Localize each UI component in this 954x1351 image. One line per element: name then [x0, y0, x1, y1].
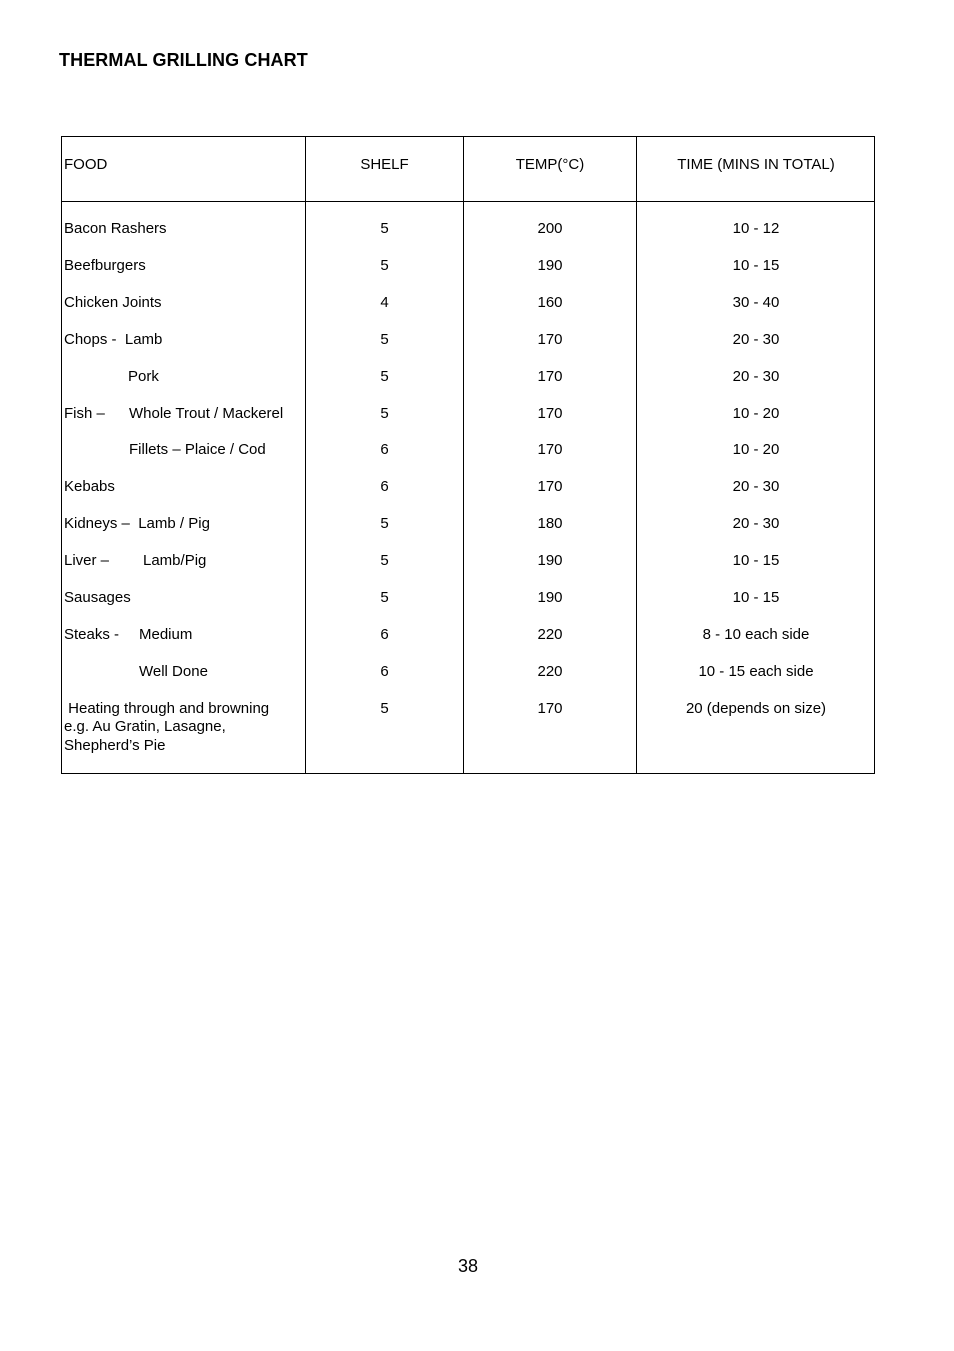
shelf-cell: 5	[380, 405, 389, 422]
table-row	[62, 257, 874, 294]
time-cell: 10 - 15 each side	[698, 663, 814, 680]
temp-cell: 170	[537, 405, 563, 422]
temp-cell: 170	[537, 700, 563, 717]
food-cell: Kebabs	[64, 478, 115, 495]
grilling-table	[61, 136, 875, 774]
food-prefix: Fish –	[64, 405, 105, 422]
shelf-cell: 6	[380, 626, 389, 643]
table-row	[62, 552, 874, 589]
temp-cell: 220	[537, 663, 563, 680]
shelf-cell: 5	[380, 368, 389, 385]
temp-cell: 160	[537, 294, 563, 311]
table-row	[62, 220, 874, 257]
shelf-cell: 5	[380, 589, 389, 606]
time-cell: 30 - 40	[732, 294, 780, 311]
temp-cell: 170	[537, 478, 563, 495]
table-row	[62, 700, 874, 760]
time-cell: 10 - 15	[732, 257, 780, 274]
food-prefix: Liver –	[64, 552, 110, 569]
time-cell: 10 - 12	[732, 220, 780, 237]
time-cell: 10 - 20	[732, 441, 780, 458]
food-cell: Chops - Lamb	[64, 331, 163, 348]
header-shelf: SHELF	[360, 156, 409, 173]
shelf-cell: 5	[380, 552, 389, 569]
temp-cell: 190	[537, 257, 563, 274]
food-cell: Well Done	[139, 663, 208, 680]
time-cell: 10 - 15	[732, 552, 780, 569]
table-row	[62, 405, 874, 442]
shelf-cell: 5	[380, 220, 389, 237]
time-cell: 20 - 30	[732, 478, 780, 495]
temp-cell: 190	[537, 589, 563, 606]
table-row	[62, 441, 874, 478]
temp-cell: 180	[537, 515, 563, 532]
food-cell: Chicken Joints	[64, 294, 162, 311]
time-cell: 10 - 20	[732, 405, 780, 422]
food-cell: Beefburgers	[64, 257, 146, 274]
food-prefix: Steaks -	[64, 626, 120, 643]
header-time: TIME (MINS IN TOTAL)	[677, 156, 835, 173]
food-cell: Lamb/Pig	[143, 552, 207, 569]
header-divider	[62, 201, 874, 202]
table-row	[62, 515, 874, 552]
food-cell: Bacon Rashers	[64, 220, 167, 237]
page-title: THERMAL GRILLING CHART	[59, 50, 308, 70]
time-cell: 20 - 30	[732, 368, 780, 385]
food-cell-line: Heating through and browning	[64, 700, 270, 717]
table-row	[62, 626, 874, 663]
shelf-cell: 5	[380, 257, 389, 274]
shelf-cell: 6	[380, 441, 389, 458]
header-food: FOOD	[64, 156, 108, 173]
food-cell-line: e.g. Au Gratin, Lasagne,	[64, 718, 226, 735]
time-cell: 10 - 15	[732, 589, 780, 606]
time-cell: 20 (depends on size)	[685, 700, 827, 717]
table-row	[62, 368, 874, 405]
table-row	[62, 294, 874, 331]
table-row	[62, 589, 874, 626]
food-cell: Pork	[128, 368, 159, 385]
food-cell: Kidneys – Lamb / Pig	[64, 515, 210, 532]
shelf-cell: 6	[380, 478, 389, 495]
food-cell-line: Shepherd’s Pie	[64, 737, 166, 754]
table-row	[62, 478, 874, 515]
table-row	[62, 663, 874, 700]
header-temp: TEMP(°C)	[515, 156, 585, 173]
shelf-cell: 5	[380, 700, 389, 717]
shelf-cell: 4	[380, 294, 389, 311]
food-cell: Medium	[139, 626, 193, 643]
temp-cell: 170	[537, 331, 563, 348]
food-cell: Whole Trout / Mackerel	[129, 405, 284, 422]
temp-cell: 200	[537, 220, 563, 237]
table-row	[62, 331, 874, 368]
temp-cell: 220	[537, 626, 563, 643]
temp-cell: 190	[537, 552, 563, 569]
temp-cell: 170	[537, 368, 563, 385]
temp-cell: 170	[537, 441, 563, 458]
food-cell: Fillets – Plaice / Cod	[129, 441, 266, 458]
time-cell: 20 - 30	[732, 515, 780, 532]
page-number: 38	[457, 1256, 479, 1276]
shelf-cell: 5	[380, 331, 389, 348]
food-cell: Sausages	[64, 589, 131, 606]
time-cell: 20 - 30	[732, 331, 780, 348]
shelf-cell: 5	[380, 515, 389, 532]
time-cell: 8 - 10 each side	[702, 626, 810, 643]
shelf-cell: 6	[380, 663, 389, 680]
